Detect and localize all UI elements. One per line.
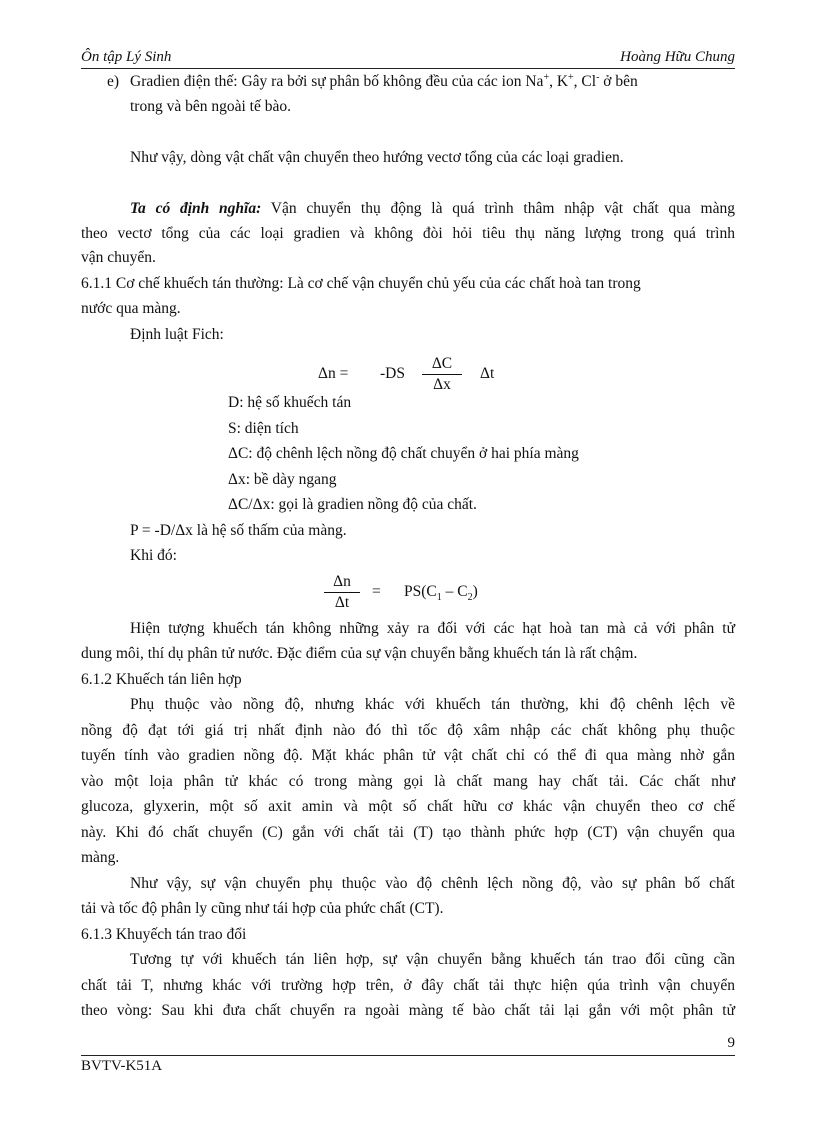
section-6-1-2-line: nồng độ đạt tới giá trị nhất định nào đó thì tốc độ xâm nhập các chất không phụ thuộc (81, 722, 735, 739)
section-6-1-1-line2: nước qua màng. (81, 300, 181, 317)
section-6-1-3-title: 6.1.3 Khuyếch tán trao đổi (81, 926, 247, 943)
fick-law-title: Định luật Fich: (130, 326, 224, 343)
section-6-1-2-line: màng. (81, 849, 120, 866)
formula2-numerator: Δn (333, 573, 351, 590)
section-6-1-1-line1: 6.1.1 Cơ chế khuếch tán thường: Là cơ chế vận chuyển chủ yếu của các chất hoà tan trong (81, 275, 641, 292)
variable-item: Δx: bề dày ngang (228, 471, 337, 488)
formula1-lhs: Δn = (318, 365, 349, 382)
section-6-1-2-line: Phụ thuộc vào nồng độ, nhưng khác với khuếch tán thường, khi độ chênh lệch về (130, 696, 735, 713)
header-course-title: Ôn tập Lý Sinh (81, 49, 172, 65)
page-number: 9 (727, 1035, 735, 1051)
footer-divider (81, 1055, 735, 1056)
section-6-1-2-line: vào một loịa phân tử khác có trong màng gọi là chất mang hay chất tải. Các chất như (81, 773, 735, 790)
formula1-rhs: Δt (480, 365, 495, 382)
section-6-1-2-title: 6.1.2 Khuếch tán liên hợp (81, 671, 242, 688)
variable-item: ΔC/Δx: gọi là gradien nồng độ của chất. (228, 496, 477, 513)
formula1-numerator: ΔC (431, 355, 453, 372)
section-6-1-2-line: này. Khi đó chất chuyển (C) gắn với chất tải (T) tạo thành phức hợp (CT) vận chuyển qua (81, 824, 735, 841)
permeability-line: P = -D/Δx là hệ số thấm của màng. (130, 522, 347, 539)
page-header (81, 46, 735, 69)
definition-line1: Ta có định nghĩa: Vận chuyển thụ động là quá trình thâm nhập vật chất qua màng (130, 200, 735, 217)
summary-paragraph: Như vậy, dòng vật chất vận chuyển theo hướng vectơ tổng của các loại gradien. (130, 149, 624, 166)
section-6-1-3-line: theo vòng: Sau khi đưa chất chuyển ra ngoài màng tế bào chất tải lại gắn với một phân tử (81, 1002, 735, 1019)
variable-item: S: diện tích (228, 420, 299, 437)
variable-item: D: hệ số khuếch tán (228, 394, 352, 411)
variable-item: ΔC: độ chênh lệch nồng độ chất chuyển ở hai phía màng (228, 445, 579, 462)
formula2-denominator: Δt (324, 592, 360, 612)
formula2-equals: = (372, 583, 381, 600)
khi-do-line: Khi đó: (130, 547, 177, 564)
definition-line2: theo vectơ tổng của các loại gradien và không đòi hỏi tiêu thụ năng lượng trong quá trình (81, 225, 735, 242)
item-e-line2: trong và bên ngoài tế bào. (130, 98, 291, 115)
formula1-fraction (422, 354, 462, 394)
diffusion-line2: dung môi, thí dụ phân tử nước. Đặc điểm của sự vận chuyển bằng khuếch tán là rất chậm. (81, 645, 638, 662)
section-6-1-3-line: Tương tự với khuếch tán liên hợp, sự vận chuyển bằng khuếch tán trao đổi cũng cần (130, 951, 735, 968)
formula2-rhs: $PS(C_1 - C_2)$ (404, 583, 478, 604)
section-6-1-3-line: chất tải T, nhưng khác với trường hợp trên, ở đây chất tải thực hiện qúa trình vận chuyển (81, 977, 735, 994)
section-6-1-2-summary2: tải và tốc độ phân ly cũng như tái hợp của phức chất (CT). (81, 900, 444, 917)
section-6-1-2-line: tuyến tính vào gradien nồng độ. Mặt khác phân tử vật chất chỉ có thể đi qua màng nhờ gắn (81, 747, 735, 764)
formula2-fraction (324, 572, 360, 612)
section-6-1-2-line: glucoza, glyxerin, một số axit amin và một số chất hữu cơ khác vận chuyển theo cơ chế (81, 798, 735, 815)
formula1-coef: -DS (380, 365, 405, 382)
item-e-label: e) (107, 73, 120, 90)
section-6-1-2-summary1: Như vậy, sự vận chuyển phụ thuộc vào độ chênh lệch nồng độ, vào sự phân bố chất (130, 875, 735, 892)
header-author: Hoàng Hữu Chung (620, 49, 735, 65)
item-e-line1: Gradien điện thế: Gây ra bởi sự phân bố không đều của các ion Na+, K+, Cl- ở bên (130, 71, 638, 90)
definition-line3: vận chuyển. (81, 249, 156, 266)
diffusion-line1: Hiện tượng khuếch tán không những xảy ra đối với các hạt hoà tan mà cả với phân tử (130, 620, 735, 637)
formula1-denominator: Δx (422, 374, 462, 394)
page-footer: BVTV-K51A (81, 1058, 163, 1074)
